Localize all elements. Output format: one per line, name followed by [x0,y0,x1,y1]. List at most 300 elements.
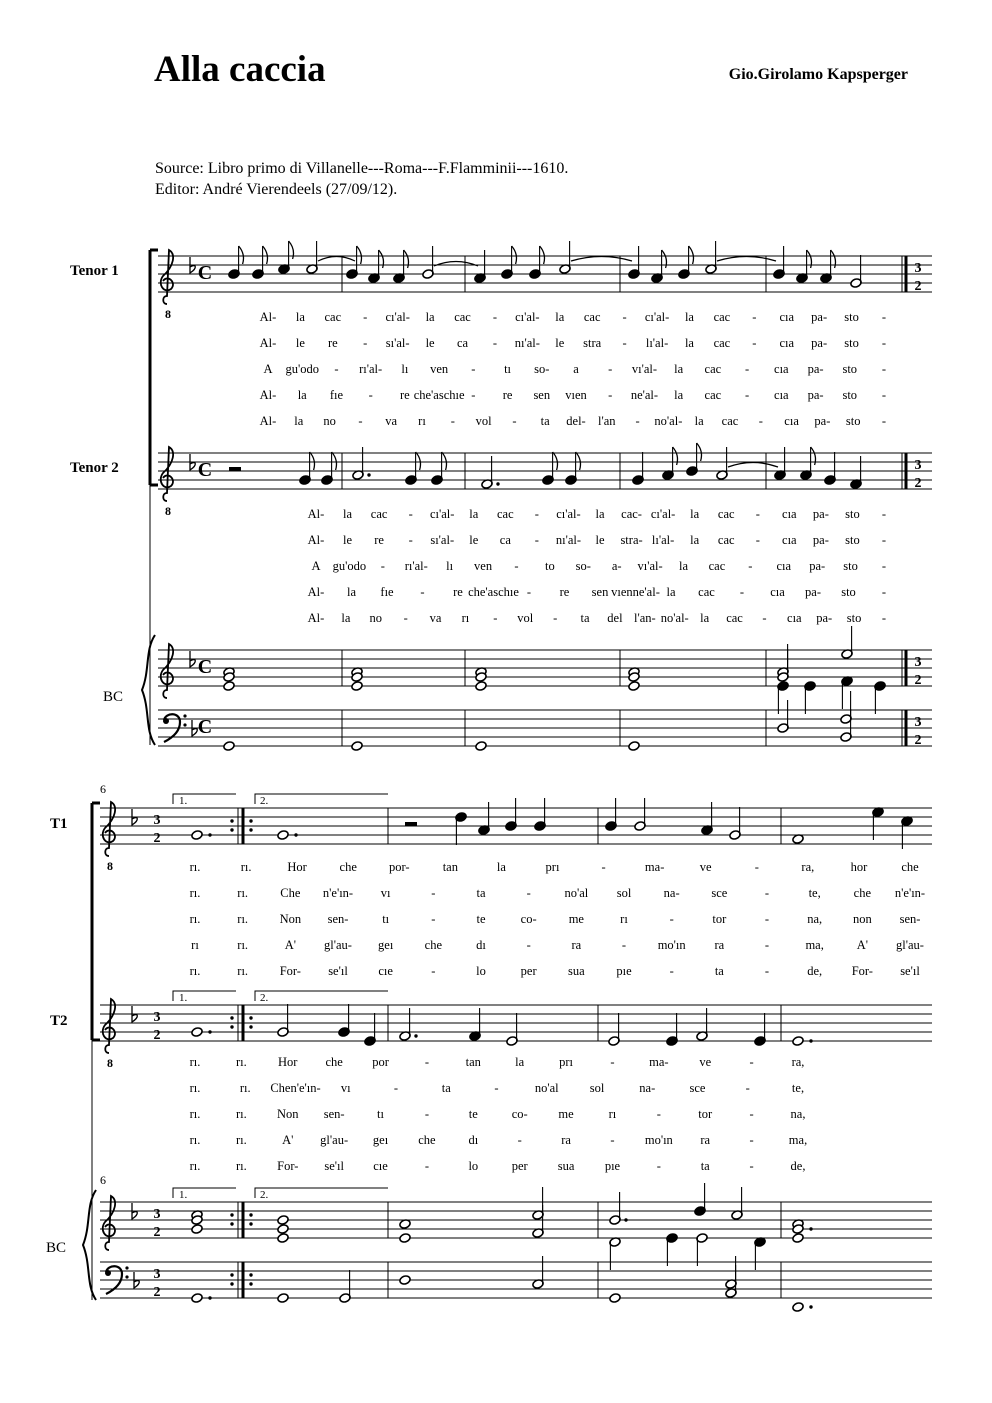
staff-label-t2: T2 [50,1013,68,1029]
repeat-dot [230,1016,233,1019]
tenor2-lyric-syllable: to [545,559,555,573]
t1-lyric-syllable: - [669,912,674,926]
tenor2-lyric-syllable: lı [446,559,454,573]
tenor1-lyric-syllable: le [295,336,305,350]
tenor1-lyric-syllable: cac [583,310,601,324]
t2-lyric-syllable: - [745,1081,750,1095]
t1-lyric-syllable: la [496,860,506,874]
t1-lyric-syllable: rı. [189,886,201,900]
volta-label: 1. [179,1189,188,1201]
tenor1-lyric-syllable: - [471,362,476,376]
octave-mark: 8 [165,504,171,518]
t1-lyric-syllable: co- [520,912,537,926]
augmentation-dot [809,1039,812,1042]
note [399,1275,411,1286]
tenor1-lyric-syllable: rı'al- [359,362,383,376]
composer-name: Gio.Girolamo Kapsperger [728,66,908,83]
tenor2-lyric-syllable: vol [517,611,534,625]
tenor1-lyric-syllable: - [881,336,887,350]
piece-title: Alla caccia [154,49,326,90]
tenor1-lyric-syllable: Al- [259,414,277,428]
volta-label: 1. [179,795,188,807]
tenor1-lyric-syllable: vol [475,414,492,428]
tenor1-lyric-syllable: - [512,414,517,428]
tenor2-lyric-syllable: - [755,507,760,521]
t1-lyric-syllable: - [764,964,770,978]
note-flag [310,452,315,470]
tenor2-lyric-syllable: sen [591,585,609,599]
tenor1-lyric-syllable: - [471,388,476,402]
t1-lyric-syllable: te, [808,886,821,900]
tenor2-lyric-syllable: va [429,611,442,625]
t2-lyric-syllable: te, [791,1081,805,1095]
tenor2-lyric-syllable: cı'al- [556,507,581,521]
repeat-dot [249,828,252,831]
tenor2-lyric-syllable: - [514,559,519,573]
tenor2-lyric-syllable: ven [474,559,493,573]
note [277,1215,289,1226]
note [277,1224,289,1235]
t2-lyric-syllable: ma, [788,1133,808,1147]
tenor1-lyric-syllable: pa- [814,414,831,428]
t2-lyric-syllable: sua [557,1159,575,1173]
t2-lyric-syllable: rı. [189,1107,201,1121]
bass-clef-dot [163,718,169,724]
t1-lyric-syllable: rı [620,912,628,926]
t1-lyric-syllable: A' [284,938,296,952]
t1-lyric-syllable: - [526,938,531,952]
volta-label: 2. [260,795,269,807]
tenor1-lyric-syllable: lı [401,362,409,376]
tenor2-lyric-syllable: ta [580,611,590,625]
tenor2-lyric-syllable: no'al- [660,611,689,625]
time-signature: 3 [153,1010,161,1025]
t2-lyric-syllable: rı. [239,1081,251,1095]
tenor1-lyric-syllable: cac [454,310,471,324]
t2-lyric-syllable: cıe [373,1159,388,1173]
tenor1-lyric-syllable: no'al- [654,414,683,428]
tenor2-lyric-syllable: cac [698,585,715,599]
note [191,830,203,841]
tenor1-lyric-syllable: re [400,388,410,402]
tenor2-lyric-syllable: sı'al- [430,533,455,547]
tenor2-lyric-syllable: che'aschıe [468,585,519,599]
tenor2-lyric-syllable: la [690,507,700,521]
staff-tenor1 [158,256,932,292]
tenor1-lyric-syllable: - [881,414,887,428]
choir-bracket-2 [92,803,100,1040]
bc-brace [142,635,155,745]
repeat-dot [230,1282,233,1285]
t2-lyric-syllable: no'al [534,1081,559,1095]
tenor2-lyric-syllable: pa- [805,585,821,599]
tenor2-lyric-syllable: - [380,559,385,573]
t2-lyric-syllable: tor [698,1107,713,1121]
tenor2-lyric-syllable: la [700,611,710,625]
bass-clef-dot [105,1270,111,1276]
t1-lyric-syllable: pıe [616,964,632,978]
tenor1-lyric-syllable: cıa [779,310,795,324]
t1-lyric-syllable: For- [279,964,301,978]
t2-lyric-syllable: ra [561,1133,571,1147]
treble-clef-icon [103,802,115,856]
editor-line: Editor: André Vierendeels (27/09/12). [155,181,398,198]
tenor2-lyric-syllable: - [534,507,539,521]
t2-lyric-syllable: rı. [236,1107,247,1121]
tenor1-lyric-syllable: la [294,414,304,428]
tenor1-lyric-syllable: - [758,414,763,428]
time-signature: 3 [153,1207,161,1222]
t1-lyric-syllable: A' [856,938,868,952]
tenor2-lyric-syllable: cac [717,533,735,547]
tenor2-lyric-syllable: cıa [782,507,797,521]
tie [728,463,778,468]
tenor2-lyric-syllable: cıa [770,585,785,599]
treble-clef-icon [161,250,173,304]
t2-lyric-syllable: lo [468,1159,479,1173]
tenor1-lyric-syllable: sto [844,310,859,324]
t1-lyric-syllable: - [431,912,436,926]
tenor1-lyric-syllable: la [295,310,305,324]
octave-mark: 8 [107,859,113,873]
t2-lyric-syllable: ta [441,1081,451,1095]
note [351,681,363,692]
tenor1-lyric-syllable: le [555,336,565,350]
tenor2-lyric-syllable: a- [611,559,622,573]
t1-lyric-syllable: sce [711,886,728,900]
repeat-dot [230,828,233,831]
t1-lyric-syllable: - [431,886,436,900]
note [475,741,487,752]
t1-lyric-syllable: rı. [189,860,201,874]
tenor1-lyric-syllable: pa- [807,388,824,402]
tenor1-lyric-syllable: - [622,310,627,324]
tenor1-lyric-syllable: Al- [259,388,277,402]
tenor1-lyric-syllable: - [492,336,498,350]
t1-lyric-syllable: dı [476,938,486,952]
augmentation-dot [809,1305,812,1308]
t2-lyric-syllable: ve [699,1055,712,1069]
t1-lyric-syllable: sen- [899,912,921,926]
t1-lyric-syllable: ma- [644,860,665,874]
tenor1-lyric-syllable: cac [721,414,739,428]
note [475,681,487,692]
tenor1-lyric-syllable: va [385,414,398,428]
note-flag [332,452,337,470]
tenor2-lyric-syllable: le [595,533,605,547]
tenor2-lyric-syllable: l'an- [633,611,656,625]
tenor2-lyric-syllable: - [408,507,413,521]
treble-clef-icon [161,447,173,501]
note [609,1293,621,1304]
time-signature: 2 [153,1285,161,1300]
tenor2-lyric-syllable: cıa [776,559,792,573]
t1-lyric-syllable: geı [378,938,394,952]
tenor2-lyric-syllable: pa- [812,507,829,521]
tenor1-lyric-syllable: A [263,362,273,376]
t1-lyric-syllable: - [601,860,606,874]
tenor2-lyric-syllable: gu'odo [332,559,367,573]
tenor2-lyric-syllable: rı'al- [404,559,428,573]
tenor2-lyric-syllable: re [453,585,463,599]
tenor1-lyric-syllable: Al- [259,336,277,350]
t1-lyric-syllable: te [476,912,486,926]
t1-lyric-syllable: por- [388,860,410,874]
tenor1-lyric-syllable: a [573,362,579,376]
repeat-dot [249,1025,252,1028]
t1-lyric-syllable: rı. [189,912,201,926]
repeat-dot [230,1213,233,1216]
t2-lyric-syllable: Hor [278,1055,298,1069]
time-signature: 3 [153,813,161,828]
augmentation-dot [624,1218,627,1221]
tenor1-lyric-syllable: la [674,388,684,402]
tenor1-lyric-syllable: sto [845,414,861,428]
t2-lyric-syllable: mo'ın [644,1133,673,1147]
tenor2-lyric-syllable: sto [843,559,858,573]
tenor2-lyric-syllable: - [739,585,745,599]
t1-lyric-syllable: rı. [237,912,249,926]
tenor2-lyric-syllable: - [762,611,767,625]
tenor1-lyric-syllable: ne'al- [630,388,659,402]
tenor1-lyric-syllable: - [881,388,887,402]
t1-lyric-syllable: ta [714,964,724,978]
tenor2-lyric-syllable: sto [845,533,860,547]
tenor2-lyric-syllable: re [374,533,384,547]
t1-lyric-syllable: tor [712,912,727,926]
tenor1-lyric-syllable: - [635,414,640,428]
tenor2-lyric-syllable: vıenne'al- [611,585,660,599]
t2-lyric-syllable: rı [608,1107,617,1121]
tenor2-lyric-syllable: la [469,507,479,521]
tenor1-lyric-syllable: l'an [598,414,616,428]
t2-lyric-syllable: rı. [236,1133,247,1147]
tenor1-lyric-syllable: - [881,362,887,376]
tenor2-lyric-syllable: - [526,585,532,599]
tenor1-lyric-syllable: re [502,388,513,402]
t1-lyric-syllable: rı. [237,886,249,900]
tenor2-lyric-syllable: cac [717,507,735,521]
tenor1-lyric-syllable: la [684,336,694,350]
t2-lyric-syllable: ta [700,1159,710,1173]
note [223,741,235,752]
t2-lyric-syllable: prı [559,1055,574,1069]
staff-bc2-bass [100,1262,932,1298]
tenor1-lyric-syllable: stra [583,336,602,350]
t2-lyric-syllable: - [424,1055,430,1069]
tenor1-lyric-syllable: lı'al- [645,336,669,350]
t2-lyric-syllable: na, [790,1107,806,1121]
t2-lyric-syllable: sol [589,1081,605,1095]
t1-lyric-syllable: rı [191,938,199,952]
tenor1-lyric-syllable: ven [430,362,449,376]
note [277,1233,289,1244]
tenor1-lyric-syllable: - [752,310,757,324]
t1-lyric-syllable: che [853,886,872,900]
tenor2-lyric-syllable: - [881,559,887,573]
t2-lyric-syllable: - [517,1133,522,1147]
tenor2-lyric-syllable: Al- [307,611,325,625]
tenor1-lyric-syllable: - [358,414,363,428]
augmentation-dot [208,1030,211,1033]
augmentation-dot [294,833,297,836]
tenor1-lyric-syllable: - [752,336,757,350]
t2-lyric-syllable: ma- [649,1055,669,1069]
repeat-dot [249,1016,252,1019]
time-signature: C [197,656,213,678]
tenor2-lyric-syllable: - [881,507,887,521]
tenor1-lyric-syllable: fıe [329,388,344,402]
t2-lyric-syllable: Chen'e'ın- [270,1081,321,1095]
time-signature: 2 [914,279,922,294]
tenor2-lyric-syllable: - [881,585,887,599]
t2-lyric-syllable: rı. [236,1055,247,1069]
t1-lyric-syllable: de, [807,964,823,978]
octave-mark: 8 [107,1056,113,1070]
measure-number: 6 [100,1173,106,1187]
time-signature: 2 [153,831,161,846]
t1-lyric-syllable: rı. [240,860,252,874]
tenor1-lyric-syllable: sto [842,388,858,402]
repeat-dot [230,819,233,822]
bc-brace-2 [83,1190,96,1300]
t2-lyric-syllable: pıe [604,1159,621,1173]
tenor1-lyric-syllable: nı'al- [514,336,540,350]
staff-label-tenor1: Tenor 1 [70,263,119,279]
tenor2-lyric-syllable: ca [499,533,511,547]
tenor1-lyric-syllable: re [327,336,338,350]
tenor2-lyric-syllable: - [755,533,760,547]
tenor2-lyric-syllable: Al- [307,507,325,521]
t1-lyric-syllable: Hor [287,860,307,874]
augmentation-dot [208,833,211,836]
t1-lyric-syllable: che [424,938,443,952]
t2-lyric-syllable: sce [689,1081,706,1095]
note [792,1302,804,1313]
time-signature: 2 [153,1028,161,1043]
tenor2-lyric-syllable: la [595,507,605,521]
tenor2-lyric-syllable: nı'al- [555,533,582,547]
t1-lyric-syllable: non [852,912,872,926]
tenor1-lyric-syllable: cı'al- [644,310,670,324]
bass-clef-dot [183,714,186,717]
tenor1-lyric-syllable: cac [713,310,731,324]
time-signature: 3 [914,458,922,473]
half-rest [405,822,417,826]
tenor1-lyric-syllable: sto [844,336,859,350]
tenor2-lyric-syllable: cıa [782,533,797,547]
t2-lyric-syllable: rı. [189,1055,201,1069]
t2-lyric-syllable: - [424,1159,430,1173]
t2-lyric-syllable: - [393,1081,399,1095]
tenor2-lyric-syllable: la [346,585,357,599]
t2-lyric-syllable: gl'au- [320,1133,349,1147]
note [792,1036,804,1047]
tenor1-lyric-syllable: sı'al- [385,336,410,350]
note [277,1293,289,1304]
time-signature: 2 [914,476,922,491]
tenor1-lyric-syllable: sto [842,362,858,376]
t1-lyric-syllable: se'ıl [328,964,348,978]
time-signature: C [197,262,213,284]
choir-bracket [150,250,158,485]
tenor1-lyric-syllable: Al- [259,310,277,324]
t1-lyric-syllable: rı. [237,964,249,978]
t2-lyric-syllable: ra [700,1133,711,1147]
tenor1-lyric-syllable: cıa [774,388,789,402]
note-flag [416,452,421,470]
t2-lyric-syllable: rı. [236,1159,247,1173]
tenor1-lyric-syllable: - [608,388,613,402]
t1-lyric-syllable: vı [380,886,391,900]
t2-lyric-syllable: che [325,1055,343,1069]
treble-clef-icon [103,999,115,1053]
tenor2-lyric-syllable: sto [841,585,856,599]
tenor1-lyric-syllable: vıen [565,388,587,402]
tenor2-lyric-syllable: sto [845,507,860,521]
tenor2-lyric-syllable: pa- [812,533,829,547]
t2-lyric-syllable: co- [511,1107,528,1121]
repeat-dot [249,1222,252,1225]
time-signature: 2 [914,733,922,748]
volta-label: 1. [179,992,188,1004]
t1-lyric-syllable: me [568,912,584,926]
note [191,1027,203,1038]
tie [717,257,776,262]
tenor1-lyric-syllable: cac [704,388,722,402]
tenor1-lyric-syllable: ca [456,336,469,350]
tenor1-lyric-syllable: la [425,310,435,324]
t1-lyric-syllable: ve [699,860,712,874]
staff-label-bc2: BC [46,1240,67,1256]
tenor1-lyric-syllable: - [881,310,887,324]
note-flag [357,246,362,264]
t1-lyric-syllable: Che [280,886,301,900]
tenor2-lyric-syllable: - [881,611,887,625]
tenor2-lyric-syllable: - [420,585,425,599]
t2-lyric-syllable: vı [340,1081,351,1095]
measure-number: 6 [100,782,106,796]
volta-label: 2. [260,992,269,1004]
tenor2-lyric-syllable: pa- [816,611,833,625]
tenor2-lyric-syllable: pa- [809,559,826,573]
tenor2-lyric-syllable: cı'al- [429,507,455,521]
repeat-dot [249,819,252,822]
t2-lyric-syllable: A' [282,1133,294,1147]
t1-lyric-syllable: sen- [327,912,349,926]
tenor2-lyric-syllable: - [493,611,498,625]
note [351,741,363,752]
tenor2-lyric-syllable: la [341,611,351,625]
tenor1-lyric-syllable: pa- [807,362,824,376]
tenor2-lyric-syllable: re [559,585,570,599]
t1-lyric-syllable: n'e'ın- [894,886,926,900]
tenor1-lyric-syllable: pa- [811,336,828,350]
t1-lyric-syllable: sol [616,886,632,900]
tenor2-lyric-syllable: cac [708,559,726,573]
tenor1-lyric-syllable: - [745,362,750,376]
tenor1-lyric-syllable: - [608,362,613,376]
time-signature: 3 [914,655,922,670]
t1-lyric-syllable: lo [476,964,486,978]
repeat-dot [230,1222,233,1225]
t2-lyric-syllable: tı [377,1107,385,1121]
t2-lyric-syllable: tan [465,1055,481,1069]
tenor2-lyric-syllable: cac- [621,507,642,521]
source-line: Source: Libro primo di Villanelle---Roma---F.Flamminii---1610. [155,160,569,177]
t1-lyric-syllable: ra [571,938,582,952]
staff-bc2-treble [100,1202,932,1238]
